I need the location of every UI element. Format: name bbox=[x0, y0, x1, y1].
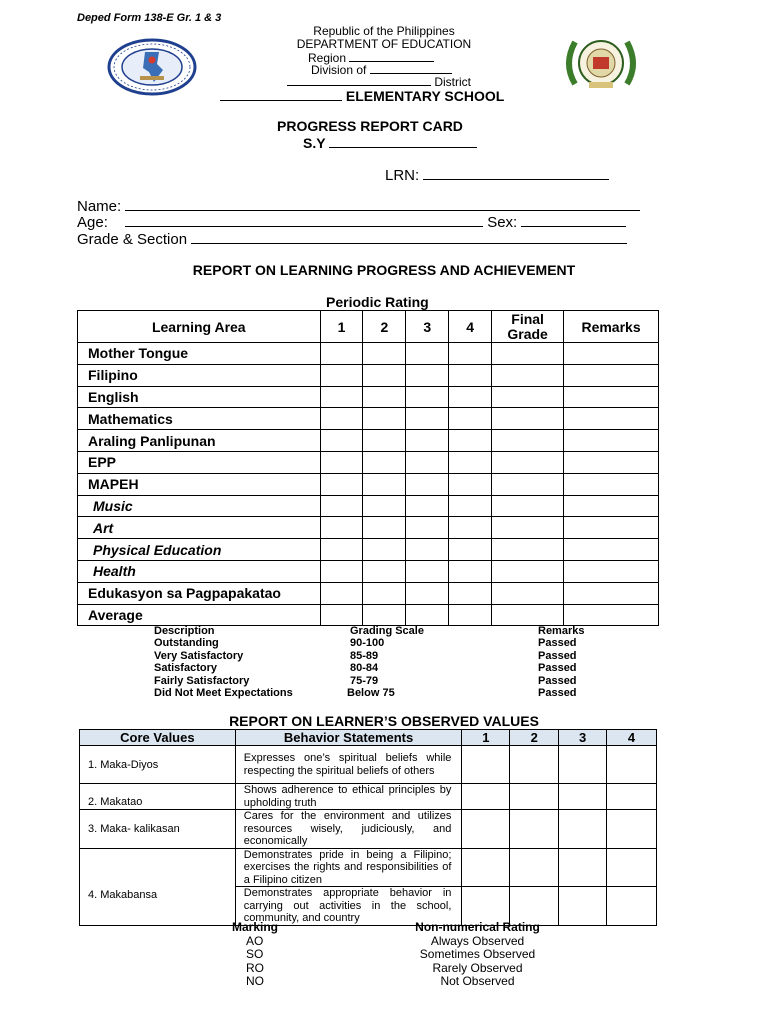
table-row bbox=[80, 784, 657, 810]
remarks-cell[interactable] bbox=[564, 364, 659, 386]
col-learning-area: Learning Area bbox=[78, 311, 321, 343]
learning-area-label: Mathematics bbox=[78, 408, 321, 430]
lrn-label: LRN: bbox=[385, 167, 420, 184]
sy-label: S.Y bbox=[303, 135, 326, 151]
scale-range: 75-79 bbox=[350, 674, 379, 687]
scale-header-description: Description bbox=[154, 625, 215, 637]
sy-blank[interactable] bbox=[329, 134, 477, 148]
division-label: Division of bbox=[311, 63, 367, 77]
quarter-grade-cell[interactable] bbox=[363, 517, 406, 539]
quarter-grade-cell[interactable] bbox=[449, 560, 492, 582]
col-q2: 2 bbox=[363, 311, 406, 343]
age-label: Age: bbox=[77, 214, 108, 231]
final-grade-cell[interactable] bbox=[492, 451, 564, 473]
table-row bbox=[78, 451, 659, 473]
quarter-grade-cell[interactable] bbox=[363, 473, 406, 495]
sex-blank[interactable] bbox=[521, 212, 626, 227]
marking-column bbox=[232, 921, 278, 989]
quarter-grade-cell[interactable] bbox=[320, 343, 363, 365]
republic-line: Republic of the Philippines bbox=[313, 24, 455, 38]
quarter-grade-cell[interactable] bbox=[406, 343, 449, 365]
remarks-cell[interactable] bbox=[564, 582, 659, 604]
remarks-cell[interactable] bbox=[564, 539, 659, 561]
rating-cell[interactable] bbox=[559, 848, 607, 887]
grade-section-label: Grade & Section bbox=[77, 231, 188, 248]
quarter-grade-cell[interactable] bbox=[449, 343, 492, 365]
table-row bbox=[78, 386, 659, 408]
region-label: Region bbox=[308, 51, 347, 65]
behavior-statement: Shows adherence to ethical principles by upholding truth bbox=[235, 784, 462, 810]
table-row bbox=[78, 364, 659, 386]
quarter-grade-cell[interactable] bbox=[449, 517, 492, 539]
table-row bbox=[78, 430, 659, 452]
quarter-grade-cell[interactable] bbox=[320, 386, 363, 408]
quarter-grade-cell[interactable] bbox=[363, 430, 406, 452]
quarter-grade-cell[interactable] bbox=[406, 451, 449, 473]
non-numerical-header: Non-numerical Rating bbox=[415, 920, 540, 934]
scale-description: Outstanding bbox=[154, 637, 219, 650]
district-label: District bbox=[434, 75, 472, 89]
quarter-grade-cell[interactable] bbox=[320, 582, 363, 604]
table-row bbox=[80, 746, 657, 784]
remarks-cell[interactable] bbox=[564, 560, 659, 582]
col-q1: 1 bbox=[462, 730, 510, 746]
final-grade-cell[interactable] bbox=[492, 517, 564, 539]
quarter-grade-cell[interactable] bbox=[449, 451, 492, 473]
scale-description: Fairly Satisfactory bbox=[154, 674, 250, 687]
quarter-grade-cell[interactable] bbox=[406, 408, 449, 430]
scale-remark: Passed bbox=[538, 662, 577, 675]
col-core-values: Core Values bbox=[80, 730, 236, 746]
quarter-grade-cell[interactable] bbox=[406, 582, 449, 604]
rating-cell[interactable] bbox=[510, 784, 559, 810]
region-blank[interactable] bbox=[349, 50, 434, 62]
table-row bbox=[80, 810, 657, 849]
grading-scale-ranges bbox=[347, 625, 424, 699]
scale-range: 80-84 bbox=[350, 662, 379, 675]
rating-cell[interactable] bbox=[607, 848, 657, 887]
grade-section-line bbox=[77, 229, 627, 248]
table-row bbox=[78, 495, 659, 517]
marking-code: SO bbox=[246, 947, 264, 961]
department-line: DEPARTMENT OF EDUCATION bbox=[296, 37, 472, 51]
quarter-grade-cell[interactable] bbox=[406, 495, 449, 517]
remarks-cell[interactable] bbox=[564, 408, 659, 430]
rating-cell[interactable] bbox=[607, 784, 657, 810]
scale-header-range: Grading Scale bbox=[350, 625, 424, 637]
scale-description: Satisfactory bbox=[154, 662, 217, 675]
quarter-grade-cell[interactable] bbox=[406, 604, 449, 626]
scale-remark: Passed bbox=[538, 687, 577, 700]
final-grade-cell[interactable] bbox=[492, 343, 564, 365]
remarks-cell[interactable] bbox=[564, 517, 659, 539]
quarter-grade-cell[interactable] bbox=[320, 604, 363, 626]
learning-area-label: Music bbox=[78, 495, 321, 517]
school-line bbox=[220, 86, 504, 104]
quarter-grade-cell[interactable] bbox=[406, 430, 449, 452]
quarter-grade-cell[interactable] bbox=[449, 364, 492, 386]
final-grade-cell[interactable] bbox=[492, 473, 564, 495]
quarter-grade-cell[interactable] bbox=[320, 495, 363, 517]
quarter-grade-cell[interactable] bbox=[406, 517, 449, 539]
scale-description: Very Satisfactory bbox=[154, 649, 244, 662]
remarks-cell[interactable] bbox=[564, 473, 659, 495]
final-grade-cell[interactable] bbox=[492, 604, 564, 626]
sex-label: Sex: bbox=[487, 214, 518, 231]
col-q4: 4 bbox=[607, 730, 657, 746]
remarks-cell[interactable] bbox=[564, 430, 659, 452]
quarter-grade-cell[interactable] bbox=[406, 473, 449, 495]
marking-code: AO bbox=[246, 933, 264, 948]
learning-area-label: Araling Panlipunan bbox=[78, 430, 321, 452]
learning-area-label: EPP bbox=[78, 451, 321, 473]
core-value-label: 4. Makabansa bbox=[80, 848, 236, 925]
final-grade-cell[interactable] bbox=[492, 582, 564, 604]
quarter-grade-cell[interactable] bbox=[406, 539, 449, 561]
learning-area-label: Art bbox=[78, 517, 321, 539]
rating-cell[interactable] bbox=[510, 746, 559, 784]
table-row bbox=[78, 408, 659, 430]
lrn-blank[interactable] bbox=[423, 165, 609, 180]
final-grade-cell[interactable] bbox=[492, 560, 564, 582]
scale-header-remarks: Remarks bbox=[538, 625, 585, 637]
quarter-grade-cell[interactable] bbox=[363, 364, 406, 386]
table-row bbox=[78, 517, 659, 539]
scale-range: Below 75 bbox=[347, 687, 395, 700]
final-grade-cell[interactable] bbox=[492, 364, 564, 386]
final-grade-cell[interactable] bbox=[492, 495, 564, 517]
marking-rating: Sometimes Observed bbox=[419, 947, 536, 961]
remarks-cell[interactable] bbox=[564, 343, 659, 365]
quarter-grade-cell[interactable] bbox=[449, 473, 492, 495]
quarter-grade-cell[interactable] bbox=[320, 539, 363, 561]
scale-range: 85-89 bbox=[350, 649, 379, 662]
table-row bbox=[78, 582, 659, 604]
remarks-cell[interactable] bbox=[564, 495, 659, 517]
quarter-grade-cell[interactable] bbox=[406, 560, 449, 582]
marking-code: RO bbox=[246, 960, 264, 975]
quarter-grade-cell[interactable] bbox=[449, 408, 492, 430]
scale-remark: Passed bbox=[538, 637, 577, 650]
rating-cell[interactable] bbox=[462, 810, 510, 849]
core-value-label: 3. Maka- kalikasan bbox=[80, 810, 236, 849]
table-row bbox=[78, 560, 659, 582]
age-blank[interactable] bbox=[125, 212, 483, 227]
lrn-line bbox=[385, 165, 609, 184]
quarter-grade-cell[interactable] bbox=[449, 604, 492, 626]
table-row bbox=[78, 343, 659, 365]
quarter-grade-cell[interactable] bbox=[363, 604, 406, 626]
grade-section-blank[interactable] bbox=[191, 229, 627, 244]
learning-areas-table bbox=[77, 310, 659, 626]
marking-header: Marking bbox=[232, 920, 279, 934]
rating-cell[interactable] bbox=[607, 746, 657, 784]
quarter-grade-cell[interactable] bbox=[320, 517, 363, 539]
quarter-grade-cell[interactable] bbox=[320, 408, 363, 430]
final-grade-cell[interactable] bbox=[492, 386, 564, 408]
quarter-grade-cell[interactable] bbox=[320, 430, 363, 452]
division-blank[interactable] bbox=[370, 62, 452, 74]
rating-cell[interactable] bbox=[510, 848, 559, 887]
marking-rating: Always Observed bbox=[430, 933, 525, 948]
remarks-cell[interactable] bbox=[564, 386, 659, 408]
core-value-label: 2. Makatao bbox=[80, 784, 236, 810]
behavior-statement: Demonstrates pride in being a Filipino; exercises the rights and responsibilities of a Filipino citizen bbox=[235, 848, 462, 887]
rating-cell[interactable] bbox=[607, 810, 657, 849]
quarter-grade-cell[interactable] bbox=[449, 430, 492, 452]
marking-rating: Rarely Observed bbox=[432, 960, 523, 975]
learning-area-label: MAPEH bbox=[78, 473, 321, 495]
marking-code: NO bbox=[246, 974, 264, 988]
values-section-title: REPORT ON LEARNER’S OBSERVED VALUES bbox=[229, 713, 539, 729]
remarks-cell[interactable] bbox=[564, 451, 659, 473]
non-numerical-column bbox=[404, 921, 551, 989]
values-header-row bbox=[80, 730, 657, 746]
quarter-grade-cell[interactable] bbox=[406, 364, 449, 386]
rating-cell[interactable] bbox=[559, 887, 607, 926]
quarter-grade-cell[interactable] bbox=[320, 451, 363, 473]
rating-cell[interactable] bbox=[462, 848, 510, 887]
col-q4: 4 bbox=[449, 311, 492, 343]
behavior-statement: Demonstrates appropriate behavior in carrying out activities in the school, community, and country bbox=[235, 887, 462, 926]
scale-description: Did Not Meet Expectations bbox=[154, 687, 293, 700]
col-behavior-statements: Behavior Statements bbox=[235, 730, 462, 746]
remarks-cell[interactable] bbox=[564, 604, 659, 626]
learning-area-label: Filipino bbox=[78, 364, 321, 386]
learning-area-label: Mother Tongue bbox=[78, 343, 321, 365]
form-code: Deped Form 138-E Gr. 1 & 3 bbox=[77, 12, 222, 24]
school-year-line bbox=[303, 134, 477, 151]
quarter-grade-cell[interactable] bbox=[320, 473, 363, 495]
learning-area-label: Edukasyon sa Pagpapakatao bbox=[78, 582, 321, 604]
quarter-grade-cell[interactable] bbox=[320, 560, 363, 582]
grading-scale-descriptions bbox=[154, 625, 293, 699]
quarter-grade-cell[interactable] bbox=[320, 364, 363, 386]
rating-cell[interactable] bbox=[462, 784, 510, 810]
school-label: ELEMENTARY SCHOOL bbox=[345, 88, 505, 104]
quarter-grade-cell[interactable] bbox=[363, 560, 406, 582]
table-row bbox=[80, 848, 657, 887]
district-blank[interactable] bbox=[287, 74, 431, 86]
grades-header-row bbox=[78, 311, 659, 343]
quarter-grade-cell[interactable] bbox=[449, 386, 492, 408]
final-grade-cell[interactable] bbox=[492, 430, 564, 452]
rating-cell[interactable] bbox=[607, 887, 657, 926]
periodic-rating-label: Periodic Rating bbox=[326, 294, 429, 310]
scale-range: 90-100 bbox=[350, 637, 385, 650]
rating-cell[interactable] bbox=[510, 810, 559, 849]
quarter-grade-cell[interactable] bbox=[363, 408, 406, 430]
rating-cell[interactable] bbox=[559, 784, 607, 810]
name-label: Name: bbox=[77, 198, 122, 215]
name-blank[interactable] bbox=[125, 196, 640, 211]
rating-cell[interactable] bbox=[559, 810, 607, 849]
quarter-grade-cell[interactable] bbox=[406, 386, 449, 408]
rating-cell[interactable] bbox=[559, 746, 607, 784]
card-title: PROGRESS REPORT CARD bbox=[277, 118, 463, 134]
quarter-grade-cell[interactable] bbox=[363, 539, 406, 561]
col-final-grade: Final Grade bbox=[492, 311, 564, 343]
col-q2: 2 bbox=[510, 730, 559, 746]
col-remarks: Remarks bbox=[564, 311, 659, 343]
behavior-statement: Expresses one’s spiritual beliefs while respecting the spiritual beliefs of others bbox=[235, 746, 462, 784]
quarter-grade-cell[interactable] bbox=[449, 582, 492, 604]
quarter-grade-cell[interactable] bbox=[363, 495, 406, 517]
learning-area-label: Health bbox=[78, 560, 321, 582]
col-q3: 3 bbox=[559, 730, 607, 746]
grading-scale-remarks bbox=[538, 625, 584, 699]
quarter-grade-cell[interactable] bbox=[449, 539, 492, 561]
learning-area-label: Physical Education bbox=[78, 539, 321, 561]
table-row bbox=[78, 473, 659, 495]
quarter-grade-cell[interactable] bbox=[449, 495, 492, 517]
scale-remark: Passed bbox=[538, 674, 577, 687]
school-blank[interactable] bbox=[220, 86, 342, 101]
core-value-label: 1. Maka-Diyos bbox=[80, 746, 236, 784]
learning-area-label: Average bbox=[78, 604, 321, 626]
marking-rating: Not Observed bbox=[440, 974, 515, 988]
quarter-grade-cell[interactable] bbox=[363, 343, 406, 365]
col-q3: 3 bbox=[406, 311, 449, 343]
scale-remark: Passed bbox=[538, 649, 577, 662]
final-grade-cell[interactable] bbox=[492, 539, 564, 561]
rating-cell[interactable] bbox=[462, 746, 510, 784]
final-grade-cell[interactable] bbox=[492, 408, 564, 430]
learning-area-label: English bbox=[78, 386, 321, 408]
behavior-statement: Cares for the environment and utilizes resources wisely, judiciously, and economically bbox=[235, 810, 462, 849]
quarter-grade-cell[interactable] bbox=[363, 582, 406, 604]
observed-values-table bbox=[79, 729, 657, 926]
table-row bbox=[78, 604, 659, 626]
col-q1: 1 bbox=[320, 311, 363, 343]
quarter-grade-cell[interactable] bbox=[363, 451, 406, 473]
quarter-grade-cell[interactable] bbox=[363, 386, 406, 408]
table-row bbox=[78, 539, 659, 561]
progress-section-title: REPORT ON LEARNING PROGRESS AND ACHIEVEMENT bbox=[192, 262, 576, 278]
